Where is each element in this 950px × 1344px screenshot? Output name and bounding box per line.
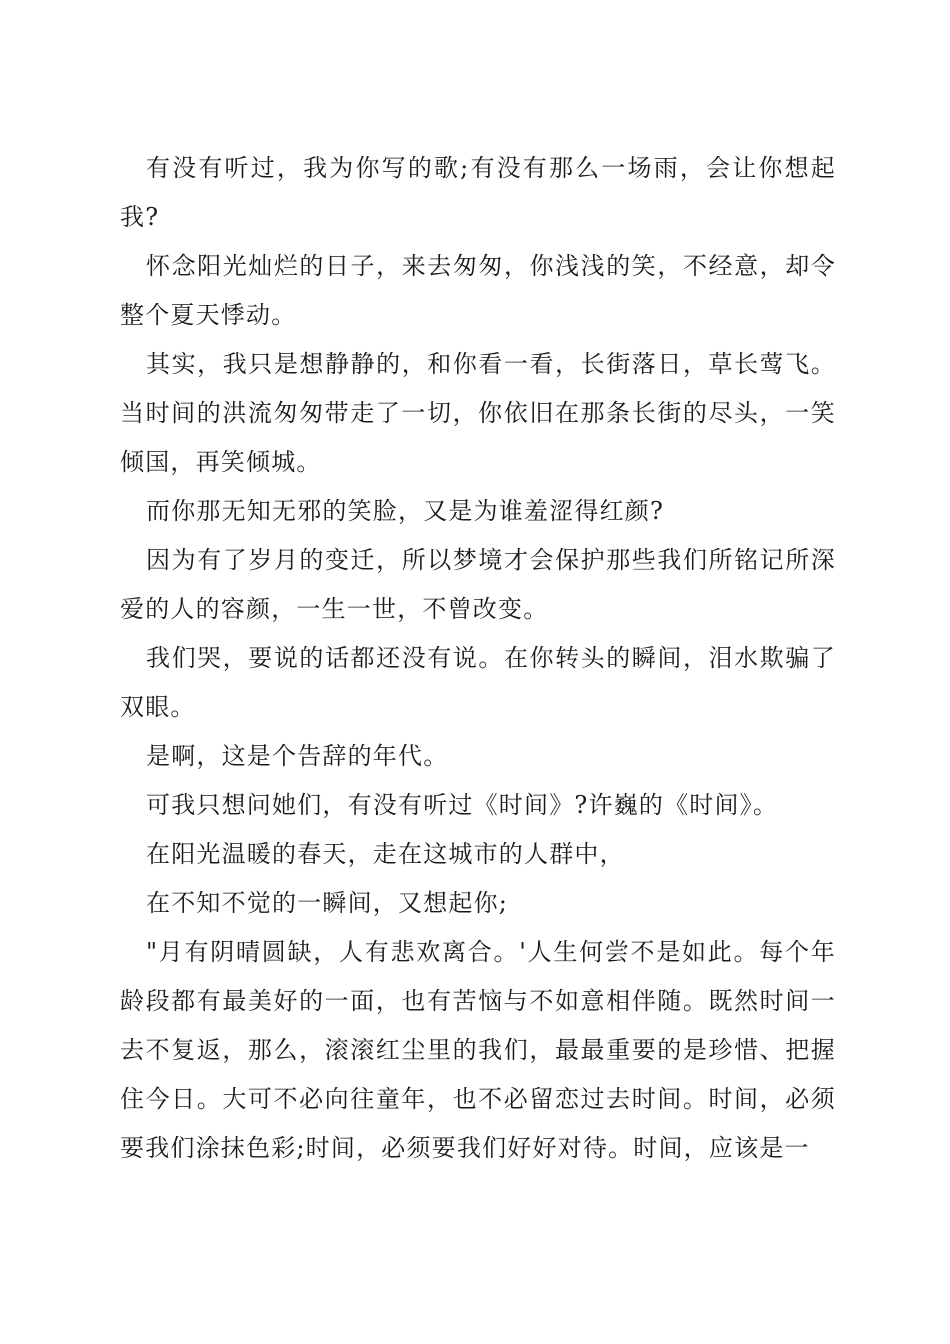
paragraph: 在阳光温暖的春天，走在这城市的人群中， bbox=[146, 840, 625, 868]
paragraph: 我们哭，要说的话都还没有说。在你转头的瞬间，泪水欺骗了双眼。 bbox=[120, 644, 836, 721]
paragraph: 是啊，这是个告辞的年代。 bbox=[146, 742, 449, 770]
paragraph: 在不知不觉的一瞬间，又想起你; bbox=[146, 889, 509, 917]
paragraph: 因为有了岁月的变迁，所以梦境才会保护那些我们所铭记所深爱的人的容颜，一生一世，不曾改变。 bbox=[120, 546, 836, 623]
paragraph: 怀念阳光灿烂的日子，来去匆匆，你浅浅的笑，不经意，却令整个夏天悸动。 bbox=[120, 252, 836, 329]
document-body bbox=[120, 144, 836, 1173]
paragraph: "月有阴晴圆缺，人有悲欢离合。'人生何尝不是如此。每个年龄段都有最美好的一面，也有苦恼与不如意相伴随。既然时间一去不复返，那么，滚滚红尘里的我们，最最重要的是珍惜、把握住今日。大可不必向往童年，也不必留恋过去时间。时间，必须要我们涂抹色彩;时间，必须要我们好好对待。时间，应该是一 bbox=[120, 938, 836, 1162]
paragraph: 可我只想问她们，有没有听过《时间》?许巍的《时间》。 bbox=[146, 791, 779, 819]
paragraph: 而你那无知无邪的笑脸，又是为谁羞涩得红颜? bbox=[146, 497, 665, 525]
paragraph: 其实，我只是想静静的，和你看一看，长街落日，草长莺飞。当时间的洪流匆匆带走了一切，你依旧在那条长街的尽头，一笑倾国，再笑倾城。 bbox=[120, 350, 836, 476]
paragraph: 有没有听过，我为你写的歌;有没有那么一场雨，会让你想起我? bbox=[120, 154, 836, 231]
